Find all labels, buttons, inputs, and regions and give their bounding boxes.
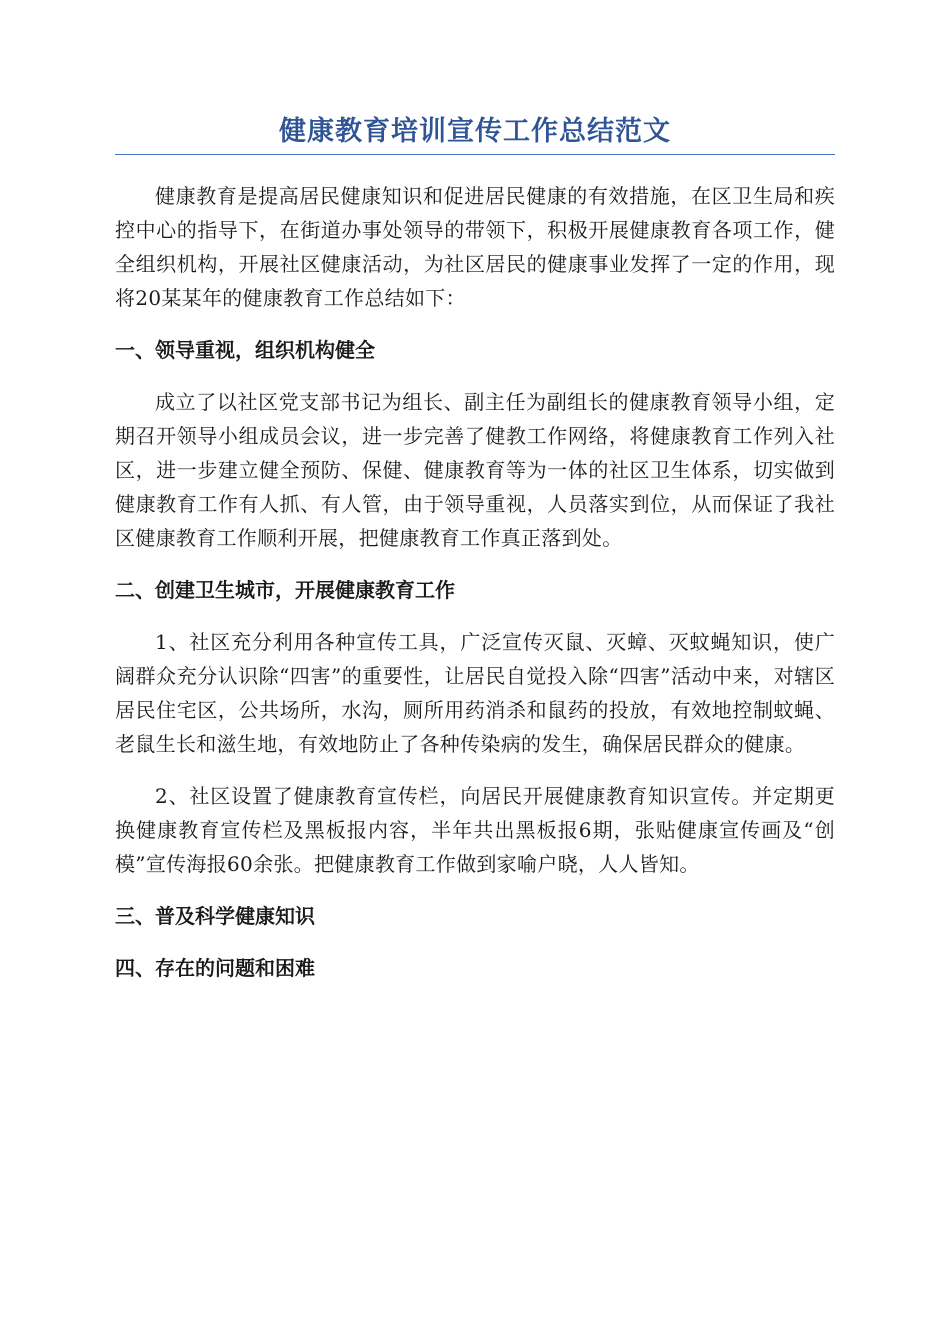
section-2-paragraph-2: 2、社区设置了健康教育宣传栏，向居民开展健康教育知识宣传。并定期更换健康教育宣传栏及黑板报内容，半年共出黑板报6期，张贴健康宣传画及“创模”宣传海报60余张。把健康教育工作做到家喻户晓，人人皆知。 bbox=[115, 784, 835, 876]
paragraph-gap bbox=[115, 761, 835, 779]
section-3-heading: 三、普及科学健康知识 bbox=[115, 904, 315, 928]
intro-paragraph: 健康教育是提高居民健康知识和促进居民健康的有效措施，在区卫生局和疾控中心的指导下，在街道办事处领导的带领下，积极开展健康教育各项工作，健全组织机构，开展社区健康活动，为社区居民的健康事业发挥了一定的作用，现将20某某年的健康教育工作总结如下： bbox=[115, 184, 835, 310]
section-2-heading: 二、创建卫生城市，开展健康教育工作 bbox=[115, 578, 455, 602]
section-2-paragraph-1: 1、社区充分利用各种宣传工具，广泛宣传灭鼠、灭蟑、灭蚊蝇知识，使广阔群众充分认识除“四害”的重要性，让居民自觉投入除“四害”活动中来，对辖区居民住宅区，公共场所，水沟，厕所用药消杀和鼠药的投放，有效地控制蚊蝇、老鼠生长和滋生地，有效地防止了各种传染病的发生，确保居民群众的健康。 bbox=[115, 630, 835, 756]
section-4-heading: 四、存在的问题和困难 bbox=[115, 956, 315, 980]
section-1-heading: 一、领导重视，组织机构健全 bbox=[115, 338, 375, 362]
section-1-paragraph-1: 成立了以社区党支部书记为组长、副主任为副组长的健康教育领导小组，定期召开领导小组成员会议，进一步完善了健教工作网络，将健康教育工作列入社区，进一步建立健全预防、保健、健康教育等为一体的社区卫生体系，切实做到健康教育工作有人抓、有人管，由于领导重视，人员落实到位，从而保证了我社区健康教育工作顺利开展，把健康教育工作真正落到处。 bbox=[115, 390, 835, 550]
document-title: 健康教育培训宣传工作总结范文 bbox=[279, 116, 671, 147]
document-page bbox=[115, 112, 835, 1003]
title-underline bbox=[115, 154, 835, 155]
